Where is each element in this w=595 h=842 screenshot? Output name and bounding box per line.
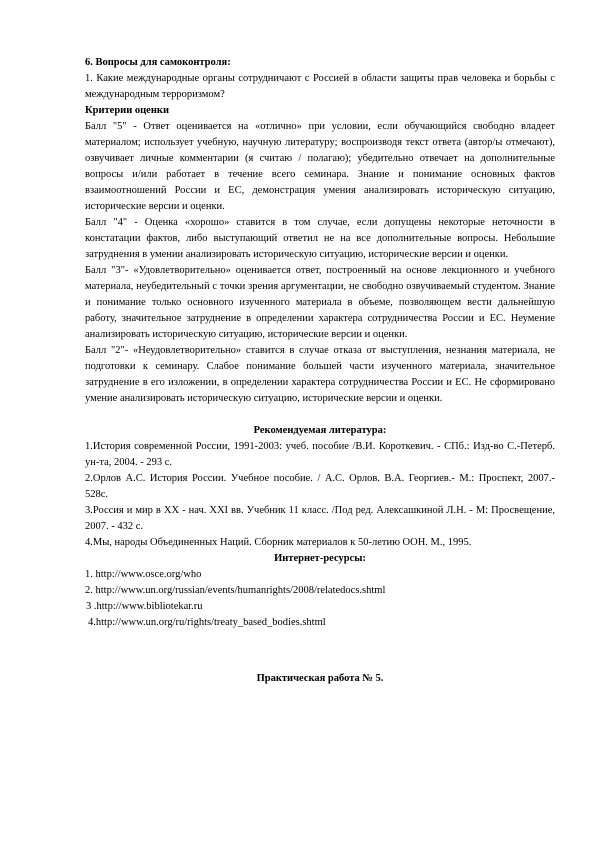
internet-title: Интернет-ресурсы:	[274, 553, 366, 564]
document-content	[85, 55, 555, 687]
internet-link-3[interactable]: 3 .http://www.bibliotekar.ru	[86, 601, 203, 612]
internet-link-1[interactable]: 1. http://www.osce.org/who	[85, 569, 202, 580]
criteria-score-2: Балл "2"- «Неудовлетворительно» ставится в случае отказа от выступления, незнания материала, не подготовки к семинару. Слабое понимание большей части изученного материала, значительное затруднение в его изложении, в определении характера сотрудничества России и ЕС. Не сформировано умение анализировать историческую ситуацию, исторические версии и оценки.	[85, 345, 555, 404]
internet-link-4[interactable]: 4.http://www.un.org/ru/rights/treaty_based_bodies.shtml	[88, 617, 326, 628]
literature-item-3: 3.Россия и мир в XX - нач. XXI вв. Учебник 11 класс. /Под ред. Алексашкиной Л.Н. - М: Просвещение, 2007. - 432 с.	[85, 505, 555, 532]
section-heading: 6. Вопросы для самоконтроля:	[85, 57, 231, 68]
literature-item-4: 4.Мы, народы Объединенных Наций. Сборник материалов к 50-летию ООН. М., 1995.	[85, 537, 472, 548]
literature-item-1: 1.История современной России, 1991-2003: учеб. пособие /В.И. Короткевич. - СПб.: Изд-во С.-Петерб. ун-та, 2004. - 293 с.	[85, 441, 555, 468]
practical-work-title: Практическая работа № 5.	[256, 673, 384, 684]
control-question: 1. Какие международные органы сотрудничают с Россией в области защиты прав человека и борьбы с международным терроризмом?	[85, 73, 555, 100]
criteria-score-5: Балл "5" - Ответ оценивается на «отлично» при условии, если обучающийся свободно владеет материалом; использует учебную, научную литературу; воспроизводя текст ответа (автор/ы отмечают), озвучивает личные комментарии (я считаю / полагаю); убедительно отвечает на дополнительные вопросы и/или работает в течение всего семинара. Знание и понимание основных фактов взаимоотношений России и ЕС, демонстрация умения анализировать историческую ситуацию, исторические версии и оценки.	[85, 121, 555, 212]
literature-item-2: 2.Орлов А.С. История России. Учебное пособие. / А.С. Орлов. В.А. Георгиев.- М.: Проспект, 2007.- 528с.	[85, 473, 555, 500]
criteria-score-4: Балл "4" - Оценка «хорошо» ставится в том случае, если допущены некоторые неточности в констатации фактов, либо выступающий ответил не на все дополнительные вопросы. Небольшие затруднения в умении анализировать историческую ситуацию, исторические версии и оценки.	[85, 217, 555, 260]
criteria-score-3: Балл "3"- «Удовлетворительно» оценивается ответ, построенный на основе лекционного и учебного материала, неубедительный с точки зрения аргументации, не свободно озвучиваемый студентом. Знание и понимание только основного изученного материала в объеме, позволяющем вести дальнейшую работу, значительное затруднение в определении характера сотрудничества России и ЕС. Неумение анализировать историческую ситуацию, исторические версии и оценки.	[85, 265, 555, 340]
spacer	[85, 631, 555, 671]
literature-title: Рекомендуемая литература:	[253, 425, 387, 436]
internet-link-2[interactable]: 2. http://www.un.org/russian/events/humanrights/2008/relatedocs.shtml	[85, 585, 386, 596]
spacer	[85, 407, 555, 423]
criteria-title: Критерии оценки	[85, 105, 169, 116]
